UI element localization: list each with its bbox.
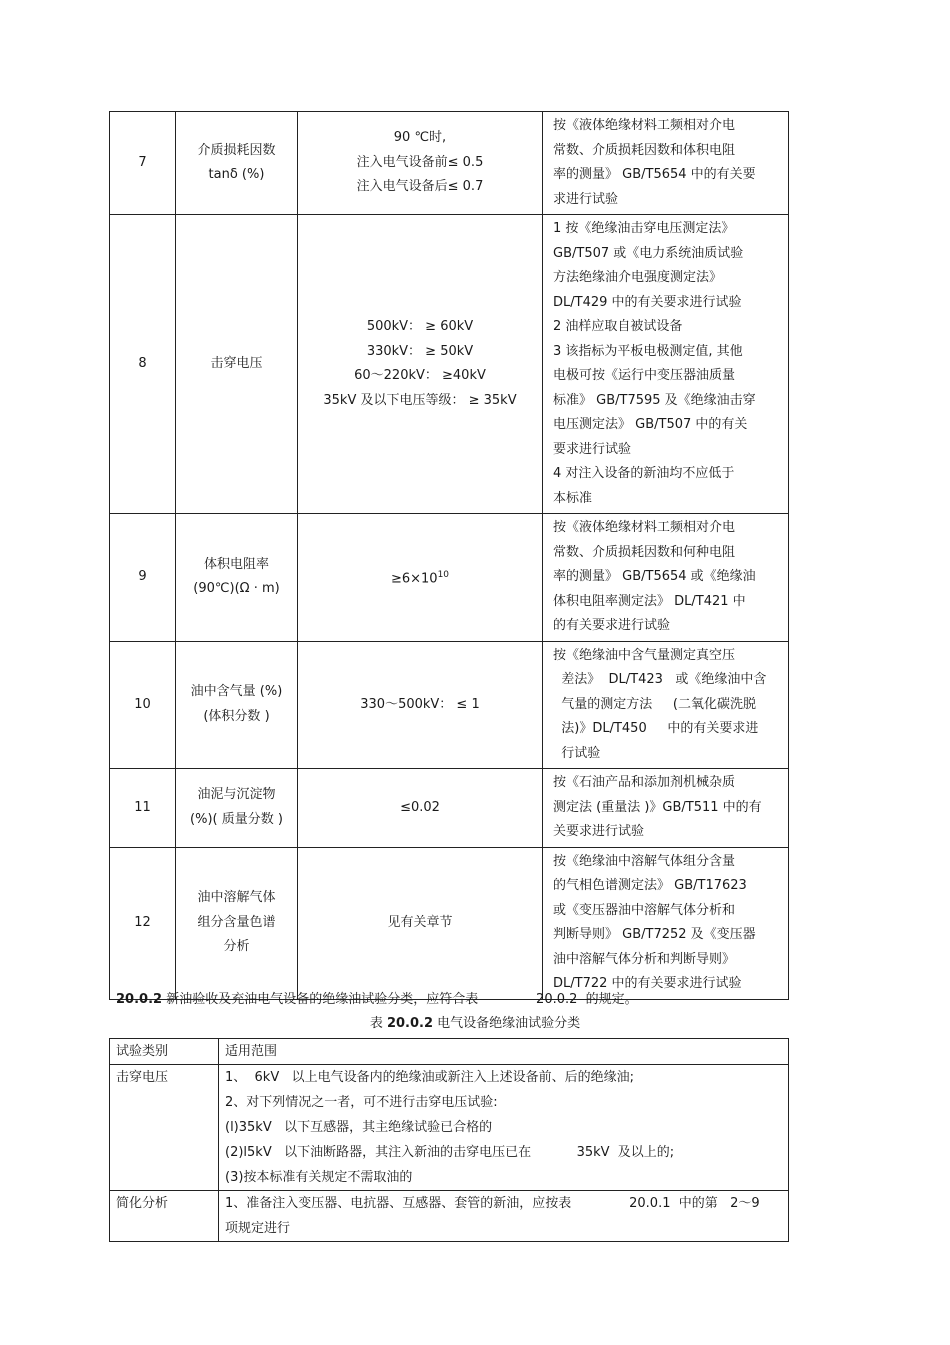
oil-test-standards-table bbox=[109, 111, 789, 1000]
test-item: 体积电阻率 (90℃)(Ω · m) bbox=[176, 514, 298, 642]
table-caption: 表 20.0.2 电气设备绝缘油试验分类 bbox=[369, 1016, 581, 1031]
test-item: 油中溶解气体 组分含量色谱 分析 bbox=[176, 847, 298, 999]
test-method: 按《绝缘油中溶解气体组分含量 的气相色谱测定法》 GB/T17623 或《变压器油中溶解气体分析和 判断导则》 GB/T7252 及《变压器 油中溶解气体分析和判断导则》 DL/T722 中的有关要求进行试验 bbox=[543, 847, 789, 999]
standard-value: $\ge 6\times 10^{10}$ bbox=[298, 514, 543, 642]
clause-paragraph bbox=[116, 990, 788, 1010]
standard-value: ≤0.02 bbox=[298, 769, 543, 848]
table-header-row bbox=[110, 1039, 789, 1065]
row-number: 10 bbox=[110, 641, 176, 769]
row-number: 8 bbox=[110, 215, 176, 514]
oil-test-classification-table bbox=[109, 1038, 789, 1242]
test-method: 按《石油产品和添加剂机械杂质 测定法 (重量法 )》GB/T511 中的有 关要求进行试验 bbox=[543, 769, 789, 848]
table-row bbox=[110, 847, 789, 999]
standard-value: 500kV： ≥ 60kV 330kV： ≥ 50kV 60～220kV： ≥40kV 35kV 及以下电压等级： ≥ 35kV bbox=[298, 215, 543, 514]
test-item: 击穿电压 bbox=[176, 215, 298, 514]
standard-value: 330～500kV： ≤ 1 bbox=[298, 641, 543, 769]
row-number: 12 bbox=[110, 847, 176, 999]
test-method: 按《液体绝缘材料工频相对介电 常数、介质损耗因数和体积电阻 率的测量》 GB/T5654 中的有关要 求进行试验 bbox=[543, 112, 789, 215]
column-header: 适用范围 bbox=[219, 1039, 789, 1065]
test-method: 按《液体绝缘材料工频相对介电 常数、介质损耗因数和何种电阻 率的测量》 GB/T5654 或《绝缘油 体积电阻率测定法》 DL/T421 中 的有关要求进行试验 bbox=[543, 514, 789, 642]
clause-number: 20.0.2 bbox=[116, 992, 163, 1007]
table-row bbox=[110, 641, 789, 769]
clause-text: 新油验收及充油电气设备的绝缘油试验分类，应符合表 20.0.2 的规定。 bbox=[162, 992, 638, 1007]
table-row bbox=[110, 769, 789, 848]
table-row bbox=[110, 1065, 789, 1191]
row-number: 9 bbox=[110, 514, 176, 642]
standard-value: 见有关章节 bbox=[298, 847, 543, 999]
column-header: 试验类别 bbox=[110, 1039, 219, 1065]
table-row bbox=[110, 514, 789, 642]
row-number: 11 bbox=[110, 769, 176, 848]
row-number: 7 bbox=[110, 112, 176, 215]
exponent: 10 bbox=[437, 569, 450, 580]
test-method: 1 按《绝缘油击穿电压测定法》 GB/T507 或《电力系统油质试验 方法绝缘油介电强度测定法》 DL/T429 中的有关要求进行试验 2 油样应取自被试设备 3 该指标为平板电极测定值, 其他 电极可按《运行中变压器油质量 标准》 GB/T7595 及《绝缘油击穿 电压测定法》 GB/T507 中的有关 要求进行试验 4 对注入设备的新油均不应低于 本标准 bbox=[543, 215, 789, 514]
test-category: 简化分析 bbox=[110, 1191, 219, 1242]
table-row bbox=[110, 112, 789, 215]
test-item: 油中含气量 (%) (体积分数 ) bbox=[176, 641, 298, 769]
test-method: 按《绝缘油中含气量测定真空压 差法》 DL/T423 或《绝缘油中含 气量的测定方法 (二氧化碳洗脱 法)》DL/T450 中的有关要求进 行试验 bbox=[543, 641, 789, 769]
table-row bbox=[110, 215, 789, 514]
test-category: 击穿电压 bbox=[110, 1065, 219, 1191]
applicable-scope: 1、 6kV 以上电气设备内的绝缘油或新注入上述设备前、后的绝缘油; 2、对下列情况之一者，可不进行击穿电压试验: (l)35kV 以下互感器，其主绝缘试验已合格的 (2)l5kV 以下油断路器，其注入新油的击穿电压已在 35kV 及以上的; (3)按本标准有关规定不需取油的 bbox=[219, 1065, 789, 1191]
applicable-scope: 1、准备注入变压器、电抗器、互感器、套管的新油，应按表 20.0.1 中的第 2～9 项规定进行 bbox=[219, 1191, 789, 1242]
table-row bbox=[110, 1191, 789, 1242]
test-item: 油泥与沉淀物 (%)( 质量分数 ) bbox=[176, 769, 298, 848]
standard-value: 90 ℃时, 注入电气设备前≤ 0.5 注入电气设备后≤ 0.7 bbox=[298, 112, 543, 215]
test-item: 介质损耗因数 tanδ (%) bbox=[176, 112, 298, 215]
